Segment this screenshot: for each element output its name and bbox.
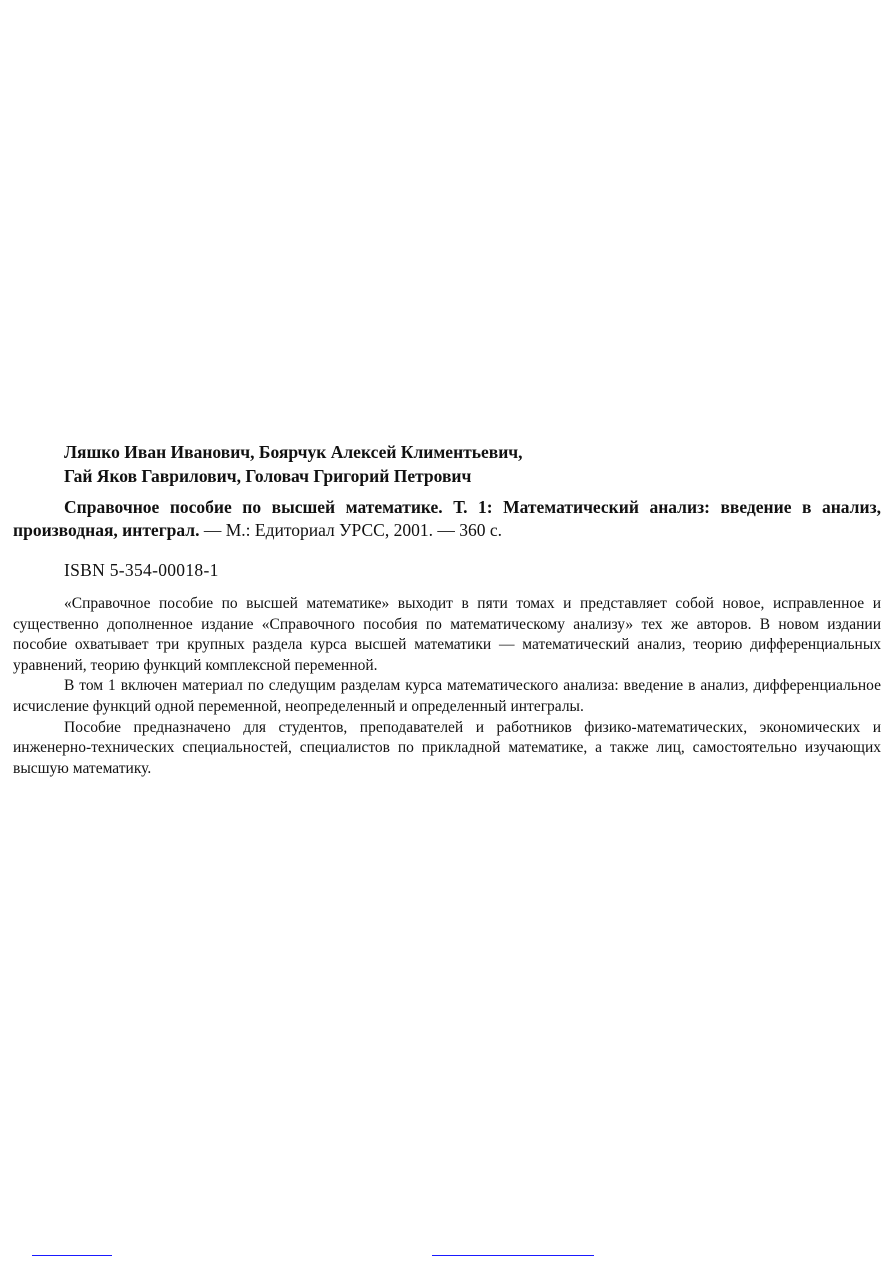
book-imprint: — М.: Едиториал УРСС, 2001. — 360 с. <box>199 520 502 540</box>
authors-line-2: Гай Яков Гаврилович, Головач Григорий Петрович <box>64 466 472 486</box>
authors <box>64 440 881 488</box>
footer-link-left[interactable] <box>32 1255 112 1256</box>
abstract <box>13 594 881 779</box>
bibliographic-citation <box>13 496 881 542</box>
abstract-paragraph-3: Пособие предназначено для студентов, преподавателей и работников физико-математических, экономических и инженерно-технических специальностей, специалистов по прикладной математике, а также лиц, самостоятельно изучающих высшую математику. <box>13 718 881 777</box>
abstract-paragraph-2: В том 1 включен материал по следущим разделам курса математического анализа: введение в анализ, дифференциальное исчисление функций одной переменной, неопределенный и определенный интегралы. <box>13 677 881 715</box>
footer-link-right[interactable] <box>432 1255 594 1256</box>
book-title: Справочное пособие по высшей математике. Т. 1: Математический анализ: введение в анализ, производная, интеграл. <box>13 497 881 540</box>
isbn: ISBN 5-354-00018-1 <box>64 560 219 580</box>
authors-line-1: Ляшко Иван Иванович, Боярчук Алексей Климентьевич, <box>64 442 523 462</box>
abstract-paragraph-1: «Справочное пособие по высшей математике» выходит в пяти томах и представляет собой новое, исправленное и существенно дополненное издание «Справочного пособия по математическому анализу» тех же авторов. В новом издании пособие охватывает три крупных раздела курса высшей математики — математический анализ, теорию дифференциальных уравнений, теорию функций комплексной переменной. <box>13 595 881 674</box>
